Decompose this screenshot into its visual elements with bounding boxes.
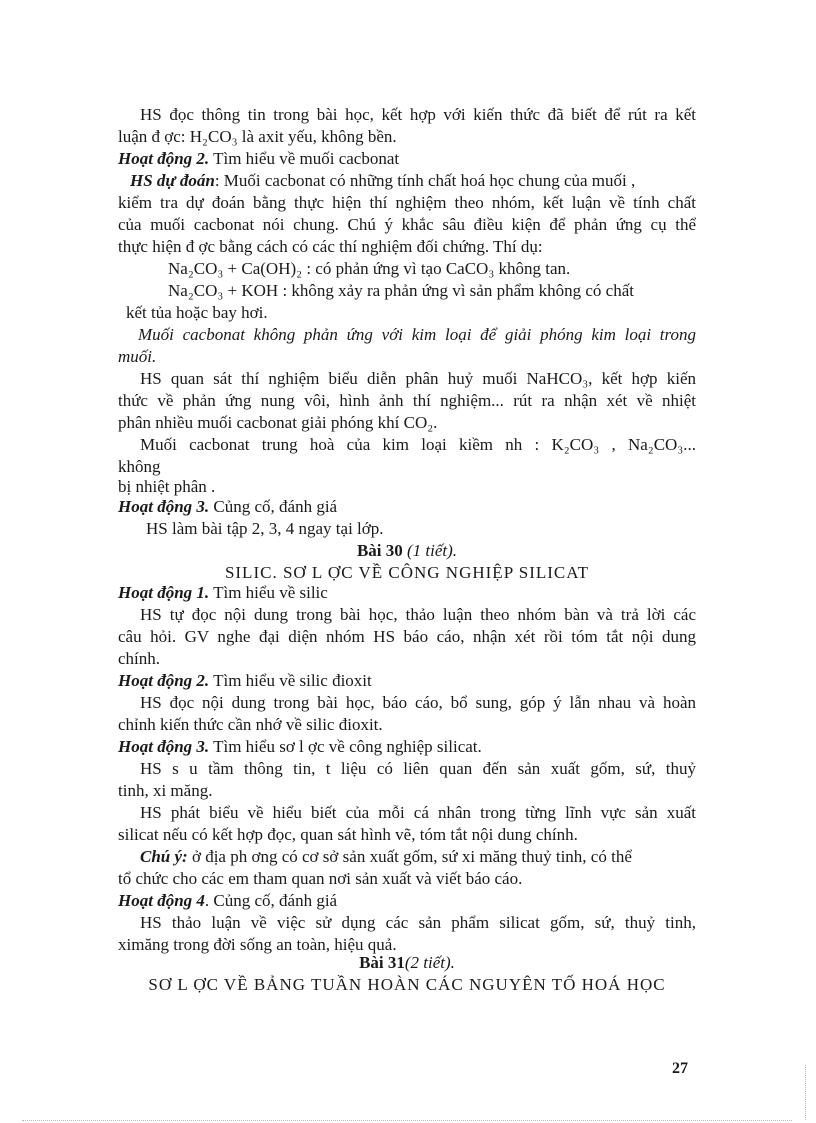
activity-text: Củng cố, đánh giá [209, 497, 338, 516]
paragraph-line: HS tự đọc nội dung trong bài học, thảo luận theo nhóm bàn và trả lời các [140, 605, 696, 624]
paragraph-line: silicat nếu có kết hợp đọc, quan sát hình vẽ, tóm tắt nội dung chính. [118, 825, 578, 844]
paragraph-line: tinh, xi măng. [118, 781, 213, 800]
page-edge-divider [22, 1120, 792, 1121]
activity-label: Hoạt động 2. [118, 149, 210, 168]
activity-text: Tìm hiểu về silic đioxit [209, 671, 372, 690]
paragraph-line: HS quan sát thí nghiệm biểu diễn phân huỷ muối NaHCO₃, kết hợp kiến [140, 369, 696, 388]
paragraph-line: kiểm tra dự đoán bằng thực hiện thí nghiệm theo nhóm, kết luận về tính chất [118, 193, 696, 212]
page-edge-divider [805, 1065, 806, 1120]
activity-heading [118, 670, 372, 692]
activity-label: Hoạt động 4 [118, 891, 205, 910]
note-text: ở địa ph ơng có cơ sở sản xuất gốm, sứ xi măng thuỷ tinh, có thể [187, 847, 632, 866]
paragraph-line: bị nhiệt phân . [118, 477, 216, 496]
equation-line: Na₂CO₃ + Ca(OH)₂ : có phản ứng vì tạo CaCO₃ không tan. [168, 259, 571, 278]
activity-heading [118, 496, 337, 518]
paragraph-line: HS đọc nội dung trong bài học, báo cáo, bổ sung, góp ý lẫn nhau và hoàn [140, 693, 696, 712]
activity-label: Hoạt động 3. [118, 497, 210, 516]
prediction-text: : Muối cacbonat có những tính chất hoá học chung của muối , [214, 171, 636, 190]
page-number: 27 [672, 1060, 688, 1077]
paragraph-line: HS làm bài tập 2, 3, 4 ngay tại lớp. [146, 519, 384, 538]
activity-label: Hoạt động 3. [118, 737, 210, 756]
italic-note: Muối cacbonat không phản ứng với kim loại để giải phóng kim loại trong [138, 325, 696, 344]
lesson-heading [118, 952, 696, 974]
activity-heading [118, 582, 328, 604]
paragraph-line: HS thảo luận về việc sử dụng các sản phẩm silicat gốm, sứ, thuỷ tinh, [140, 913, 696, 932]
paragraph-line: chỉnh kiến thức cần nhớ về silic đioxit. [118, 715, 383, 734]
paragraph-line: Muối cacbonat trung hoà của kim loại kiềm nh : K₂CO₃ , Na₂CO₃... [140, 435, 696, 454]
lesson-heading [118, 540, 696, 562]
paragraph-line: HS phát biểu về hiểu biết của mỗi cá nhân trong từng lĩnh vực sản xuất [140, 803, 696, 822]
activity-text: Tìm hiểu sơ l ợc về công nghiệp silicat. [209, 737, 482, 756]
equation-line: Na₂CO₃ + KOH : không xảy ra phản ứng vì sản phẩm không có chất [168, 281, 634, 300]
paragraph-line: của muối cacbonat nói chung. Chú ý khắc sâu điều kiện để phản ứng cụ thể [118, 215, 696, 234]
activity-text: . Củng cố, đánh giá [204, 891, 338, 910]
activity-heading [118, 736, 482, 758]
lesson-duration: (1 tiết). [402, 541, 458, 560]
activity-text: Tìm hiểu về silic [209, 583, 328, 602]
lesson-title: SILIC. SƠ L ỢC VỀ CÔNG NGHIỆP SILICAT [224, 563, 590, 582]
paragraph-line [130, 170, 635, 192]
paragraph-line: thực hiện đ ợc bằng cách có các thí nghiệm đối chứng. Thí dụ: [118, 237, 543, 256]
paragraph-line: ximăng trong đời sống an toàn, hiệu quả. [118, 935, 397, 954]
activity-heading [118, 890, 337, 912]
paragraph-line: tổ chức cho các em tham quan nơi sản xuất và viết báo cáo. [118, 869, 523, 888]
note-label: Chú ý: [140, 847, 188, 866]
lesson-title: SƠ L ỢC VỀ BẢNG TUẦN HOÀN CÁC NGUYÊN TỐ HOÁ HỌC [148, 975, 666, 994]
paragraph-line: luận đ ợc: H₂CO₃ là axit yếu, không bền. [118, 127, 397, 146]
activity-text: Tìm hiểu về muối cacbonat [209, 149, 400, 168]
paragraph-line: kết tủa hoặc bay hơi. [126, 303, 268, 322]
activity-label: Hoạt động 1. [118, 583, 210, 602]
lesson-number: Bài 30 [356, 541, 403, 560]
paragraph-line: HS đọc thông tin trong bài học, kết hợp với kiến thức đã biết để rút ra kết [140, 105, 696, 124]
paragraph-line: chính. [118, 649, 161, 668]
paragraph-line: câu hỏi. GV nghe đại diện nhóm HS báo cáo, nhận xét rồi tóm tắt nội dung [118, 627, 696, 646]
lesson-number: Bài 31 [359, 953, 405, 972]
paragraph-line: phân nhiều muối cacbonat giải phóng khí CO₂. [118, 413, 438, 432]
lesson-duration: (2 tiết). [404, 953, 455, 972]
prediction-label: HS dự đoán [130, 171, 215, 190]
paragraph-line: HS s u tầm thông tin, t liệu có liên quan đến sản xuất gốm, sứ, thuỷ [140, 759, 696, 778]
activity-heading [118, 148, 399, 170]
note-line [140, 846, 632, 868]
paragraph-line: không [118, 457, 161, 476]
italic-note: muối. [118, 347, 157, 366]
paragraph-line: thức về phản ứng nung vôi, hình ảnh thí nghiệm... rút ra nhận xét về nhiệt [118, 391, 696, 410]
activity-label: Hoạt động 2. [118, 671, 210, 690]
